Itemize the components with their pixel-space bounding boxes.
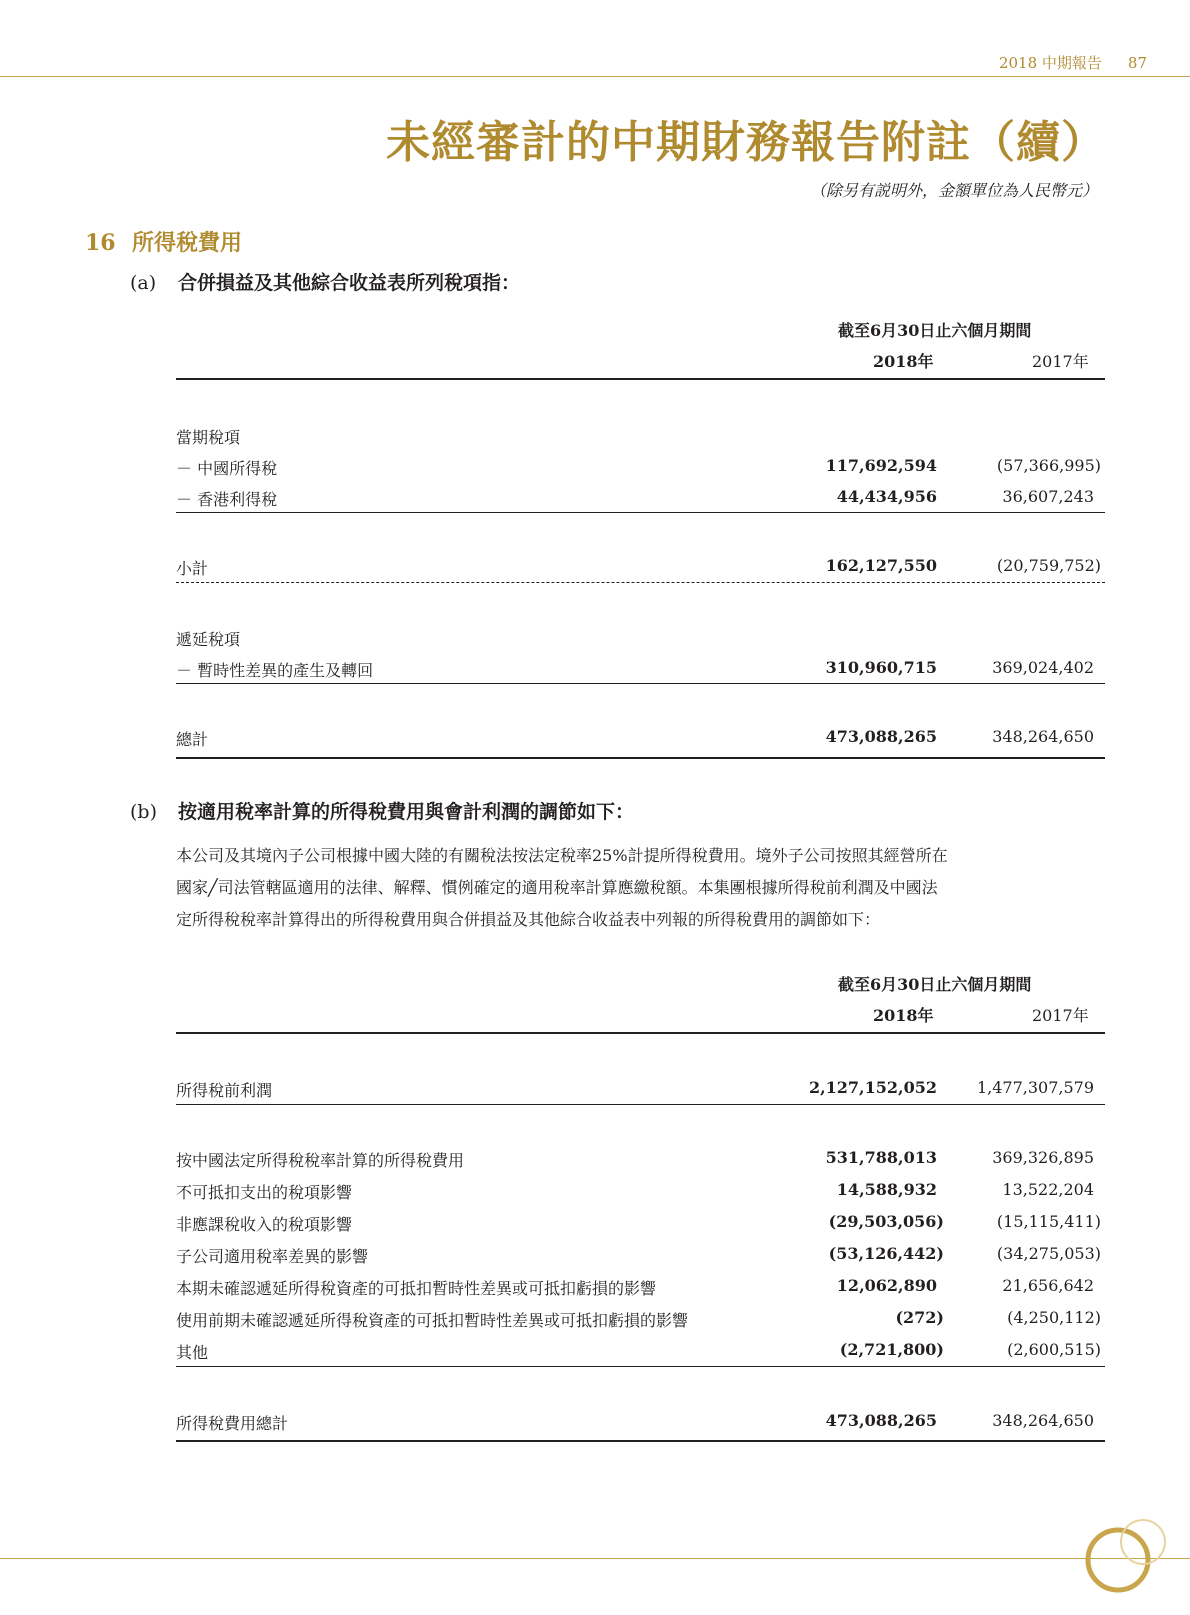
row-label: 當期稅項 [176, 428, 241, 447]
value-2018: 14,588,932 [836, 1180, 937, 1199]
row-label: 子公司適用稅率差異的影響 [176, 1247, 369, 1266]
table-row [176, 1212, 1105, 1236]
value-2018: 473,088,265 [825, 1411, 937, 1430]
part-b-header-rule [176, 1032, 1105, 1034]
part-a-period-header: 截至6月30日止六個月期間 [838, 321, 1032, 340]
table-row [176, 456, 1105, 480]
table-row [176, 727, 1105, 751]
row-label: 遞延稅項 [176, 630, 241, 649]
row-label: － 暫時性差異的產生及轉回 [176, 661, 374, 680]
value-2017: 348,264,650 [992, 727, 1094, 746]
value-2018: 473,088,265 [825, 727, 937, 746]
row-label: 所得稅費用總計 [176, 1414, 289, 1433]
header-rule [0, 76, 1190, 77]
value-2017: 369,326,895 [992, 1148, 1094, 1167]
part-a-year-2018: 2018年 [873, 352, 934, 371]
table-row [176, 556, 1105, 580]
currency-note: （除另有説明外，金額單位為人民幣元） [809, 181, 1098, 200]
row-label: － 香港利得稅 [176, 490, 278, 509]
part-a-title: 合併損益及其他綜合收益表所列稅項指： [178, 272, 521, 294]
running-header [999, 52, 1147, 73]
row-label: － 中國所得稅 [176, 459, 278, 478]
header-report-title: 2018 中期報告 [998, 54, 1102, 72]
value-2018: (53,126,442) [828, 1244, 944, 1263]
row-label: 總計 [176, 730, 209, 749]
part-a-year-2017: 2017年 [1032, 352, 1089, 371]
value-2017: 36,607,243 [1002, 487, 1094, 506]
value-2017: 1,477,307,579 [976, 1078, 1094, 1097]
value-2017: 348,264,650 [992, 1411, 1094, 1430]
paragraph-line: 定所得稅稅率計算得出的所得稅費用與合併損益及其他綜合收益表中列報的所得稅費用的調節如下： [176, 910, 881, 929]
table-row [176, 1148, 1105, 1172]
table-row [176, 1078, 1105, 1102]
table-row [176, 1244, 1105, 1268]
table-row [176, 658, 1105, 682]
part-b-year-2017: 2017年 [1032, 1006, 1089, 1025]
footer-rule [0, 1558, 1190, 1559]
value-2018: (29,503,056) [828, 1212, 944, 1231]
table-row [176, 627, 1105, 651]
section-number: 16 [85, 230, 116, 256]
paragraph-line: 國家╱司法管轄區適用的法律、解釋、慣例確定的適用稅率計算應繳稅額。本集團根據所得稅前利潤及中國法 [176, 878, 938, 897]
table-row [176, 1340, 1105, 1364]
subtotal-rule [176, 683, 1105, 684]
subtotal-rule [176, 1366, 1105, 1367]
part-b-title: 按適用稅率計算的所得稅費用與會計利潤的調節如下： [178, 801, 635, 823]
table-row [176, 425, 1105, 449]
row-label: 非應課稅收入的稅項影響 [176, 1215, 353, 1234]
section-heading [85, 226, 242, 257]
value-2017: (15,115,411) [996, 1212, 1101, 1231]
dashed-rule [176, 582, 1105, 583]
value-2018: (2,721,800) [839, 1340, 944, 1359]
value-2017: (20,759,752) [996, 556, 1101, 575]
explanatory-paragraph [176, 840, 1111, 936]
row-label: 其他 [176, 1343, 209, 1362]
value-2017: 369,024,402 [992, 658, 1094, 677]
value-2017: (57,366,995) [996, 456, 1101, 475]
value-2018: 2,127,152,052 [808, 1078, 937, 1097]
total-rule [176, 1440, 1105, 1442]
paragraph-line: 本公司及其境內子公司根據中國大陸的有關稅法按法定稅率25%計提所得稅費用。境外子公司按照其經營所在 [176, 846, 948, 865]
table-row [176, 1411, 1105, 1435]
table-row [176, 487, 1105, 511]
part-a-label: (a) [130, 272, 157, 294]
value-2018: (272) [895, 1308, 944, 1327]
subtotal-rule [176, 512, 1105, 513]
row-label: 不可抵扣支出的稅項影響 [176, 1183, 353, 1202]
table-row [176, 1308, 1105, 1332]
value-2017: 13,522,204 [1002, 1180, 1094, 1199]
table-row [176, 1180, 1105, 1204]
total-rule [176, 757, 1105, 759]
table-row [176, 1276, 1105, 1300]
page-number: 87 [1127, 54, 1147, 72]
section-title: 所得稅費用 [132, 230, 243, 256]
value-2017: (2,600,515) [1007, 1340, 1101, 1359]
value-2018: 162,127,550 [825, 556, 937, 575]
part-a-heading [130, 268, 520, 295]
row-label: 按中國法定所得稅稅率計算的所得稅費用 [176, 1151, 465, 1170]
value-2017: (4,250,112) [1007, 1308, 1101, 1327]
part-b-label: (b) [130, 801, 157, 823]
row-label: 所得稅前利潤 [176, 1081, 273, 1100]
part-b-period-header: 截至6月30日止六個月期間 [838, 975, 1032, 994]
value-2018: 117,692,594 [825, 456, 937, 475]
part-b-heading [130, 797, 634, 824]
part-a-header-rule [176, 378, 1105, 380]
value-2018: 44,434,956 [836, 487, 937, 506]
subtotal-rule [176, 1104, 1105, 1105]
page-title: 未經審計的中期財務報告附註（續） [386, 117, 1106, 168]
row-label: 使用前期未確認遞延所得稅資產的可抵扣暫時性差異或可抵扣虧損的影響 [176, 1311, 689, 1330]
row-label: 本期未確認遞延所得稅資產的可抵扣暫時性差異或可抵扣虧損的影響 [176, 1279, 657, 1298]
ring-ornament-icon [1060, 1500, 1190, 1615]
row-label: 小計 [176, 559, 209, 578]
value-2018: 12,062,890 [836, 1276, 937, 1295]
value-2018: 310,960,715 [825, 658, 937, 677]
value-2018: 531,788,013 [825, 1148, 937, 1167]
value-2017: (34,275,053) [996, 1244, 1101, 1263]
value-2017: 21,656,642 [1002, 1276, 1094, 1295]
part-b-year-2018: 2018年 [873, 1006, 934, 1025]
